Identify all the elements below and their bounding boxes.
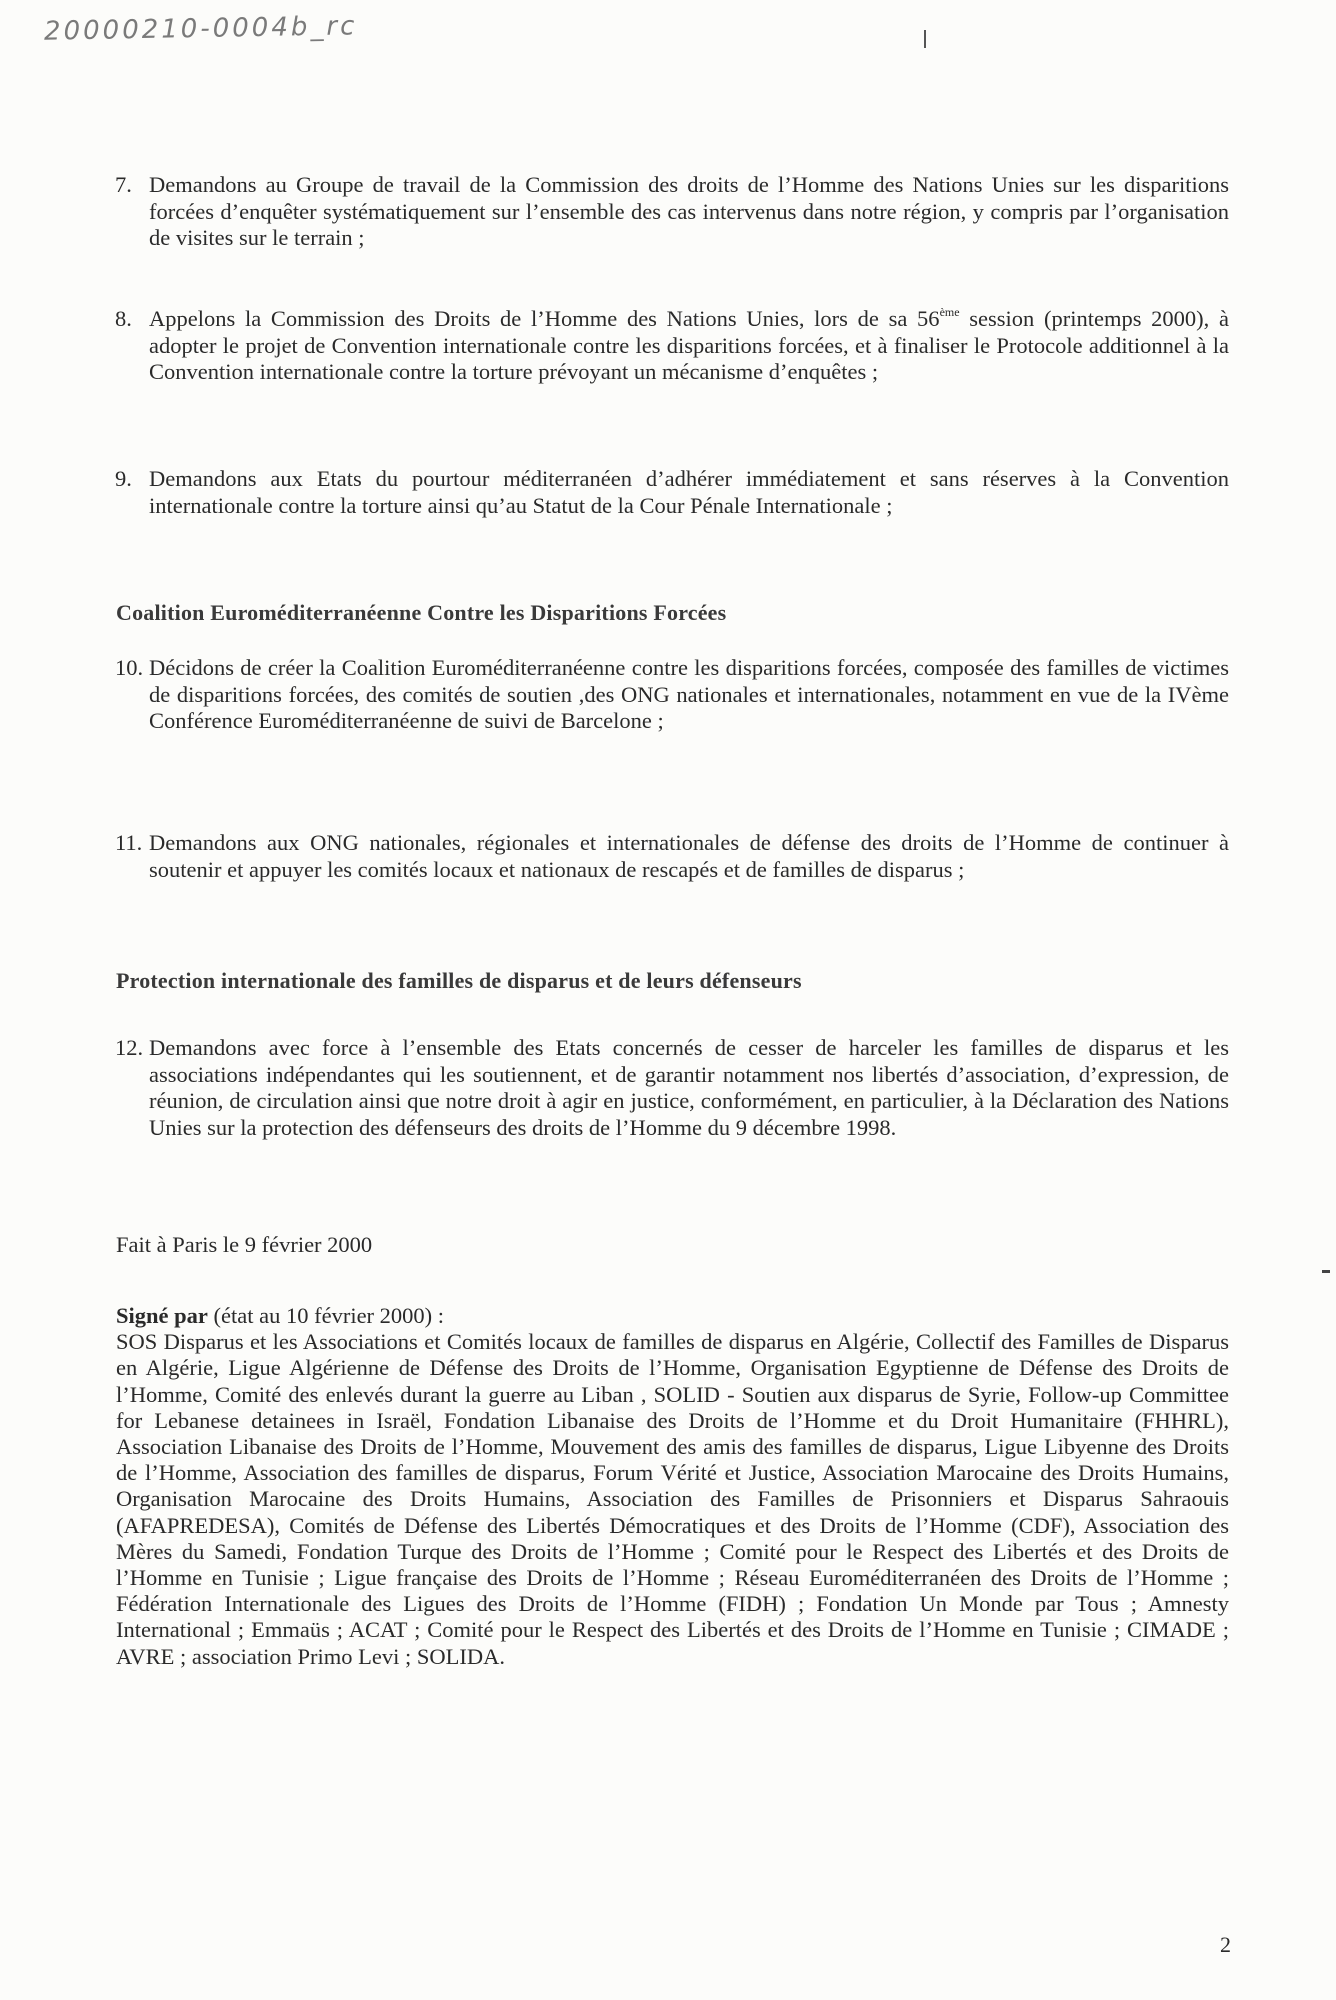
item-number: 7.: [115, 172, 132, 197]
item-number: 10.: [115, 655, 144, 680]
item-number: 12.: [115, 1035, 144, 1060]
signed-by-line: [116, 1303, 1229, 1329]
signed-by-status: (état au 10 février 2000) :: [207, 1303, 445, 1328]
handwritten-reference-note: 20000210-0004b_rc: [43, 11, 358, 47]
item-text: Demandons aux Etats du pourtour méditerranéen d’adhérer immédiatement et sans réserves à la Convention internationale contre la torture ainsi qu’au Statut de la Cour Pénale Internationale ;: [149, 466, 1229, 518]
ordinal-superscript: ème: [939, 305, 960, 319]
resolution-item-12: [115, 1035, 1229, 1141]
page-number: 2: [1220, 1932, 1231, 1957]
signed-by-label: Signé par: [116, 1303, 208, 1328]
resolution-item-11: [115, 830, 1229, 883]
scan-artifact-mark: [924, 30, 926, 48]
resolution-item-7: [115, 172, 1229, 252]
section-heading-protection: Protection internationale des familles de disparus et de leurs défenseurs: [116, 968, 802, 993]
resolution-item-10: [115, 655, 1229, 735]
signatories-block: [116, 1303, 1229, 1670]
item-text: Demandons avec force à l’ensemble des Etats concernés de cesser de harceler les familles de disparus et les associations indépendantes qui les soutiennent, et de garantir notamment nos libertés d’association, d’expression, de réunion, de circulation ainsi que notre droit à agir en justice, conformément, en particulier, à la Déclaration des Nations Unies sur la protection des défenseurs des droits de l’Homme du 9 décembre 1998.: [149, 1035, 1229, 1140]
item-number: 8.: [115, 306, 132, 331]
section-heading-coalition: Coalition Euroméditerranéenne Contre les Disparitions Forcées: [116, 600, 727, 625]
resolution-item-8: [115, 306, 1229, 386]
item-text-part: session (printemps 2000), à adopter le projet de Convention internationale contre les disparitions forcées, et à finaliser le Protocole additionnel à la Convention internationale contre la torture prévoyant un mécanisme d’enquêtes ;: [149, 306, 1230, 384]
place-and-date: Fait à Paris le 9 février 2000: [116, 1232, 373, 1257]
item-number: 11.: [115, 830, 143, 855]
signatories-list: SOS Disparus et les Associations et Comités locaux de familles de disparus en Algérie, Collectif des Familles de Disparus en Algérie, Ligue Algérienne de Défense des Droits de l’Homme, Organisation Egyptienne de Défense des Droits de l’Homme, Comité des enlevés durant la guerre au Liban , SOLID - Soutien aux disparus de Syrie, Follow-up Committee for Lebanese detainees in Israël, Fondation Libanaise des Droits de l’Homme et du Droit Humanitaire (FHHRL), Association Libanaise des Droits de l’Homme, Mouvement des amis des familles de disparus, Ligue Libyenne des Droits de l’Homme, Association des familles de disparus, Forum Vérité et Justice, Association Marocaine des Droits Humains, Organisation Marocaine des Droits Humains, Association des Familles de Prisonniers et Disparus Sahraouis (AFAPREDESA), Comités de Défense des Libertés Démocratiques et des Droits de l’Homme (CDF), Association des Mères du Samedi, Fondation Turque des Droits de l’Homme ; Comité pour le Respect des Libertés et des Droits de l’Homme en Tunisie ; Ligue française des Droits de l’Homme ; Réseau Euroméditerranéen des Droits de l’Homme ; Fédération Internationale des Ligues des Droits de l’Homme (FIDH) ; Fondation Un Monde par Tous ; Amnesty International ; Emmaüs ; ACAT ; Comité pour le Respect des Libertés et des Droits de l’Homme en Tunisie ; CIMADE ; AVRE ; association Primo Levi ; SOLIDA.: [116, 1329, 1229, 1669]
scan-artifact-mark: [1322, 1270, 1330, 1273]
item-text-part: Appelons la Commission des Droits de l’Homme des Nations Unies, lors de sa 56: [149, 306, 940, 331]
item-number: 9.: [115, 466, 132, 491]
item-text: Décidons de créer la Coalition Euroméditerranéenne contre les disparitions forcées, composée des familles de victimes de disparitions forcées, des comités de soutien ,des ONG nationales et internationales, notamment en vue de la IVème Conférence Euroméditerranéenne de suivi de Barcelone ;: [149, 655, 1229, 733]
item-text: Demandons aux ONG nationales, régionales et internationales de défense des droits de l’Homme de continuer à soutenir et appuyer les comités locaux et nationaux de rescapés et de familles de disparus ;: [149, 830, 1229, 882]
item-text: [149, 306, 1229, 386]
resolution-item-9: [115, 466, 1229, 519]
item-text: Demandons au Groupe de travail de la Commission des droits de l’Homme des Nations Unies sur les disparitions forcées d’enquêter systématiquement sur l’ensemble des cas intervenus dans notre région, y compris par l’organisation de visites sur le terrain ;: [149, 172, 1229, 250]
